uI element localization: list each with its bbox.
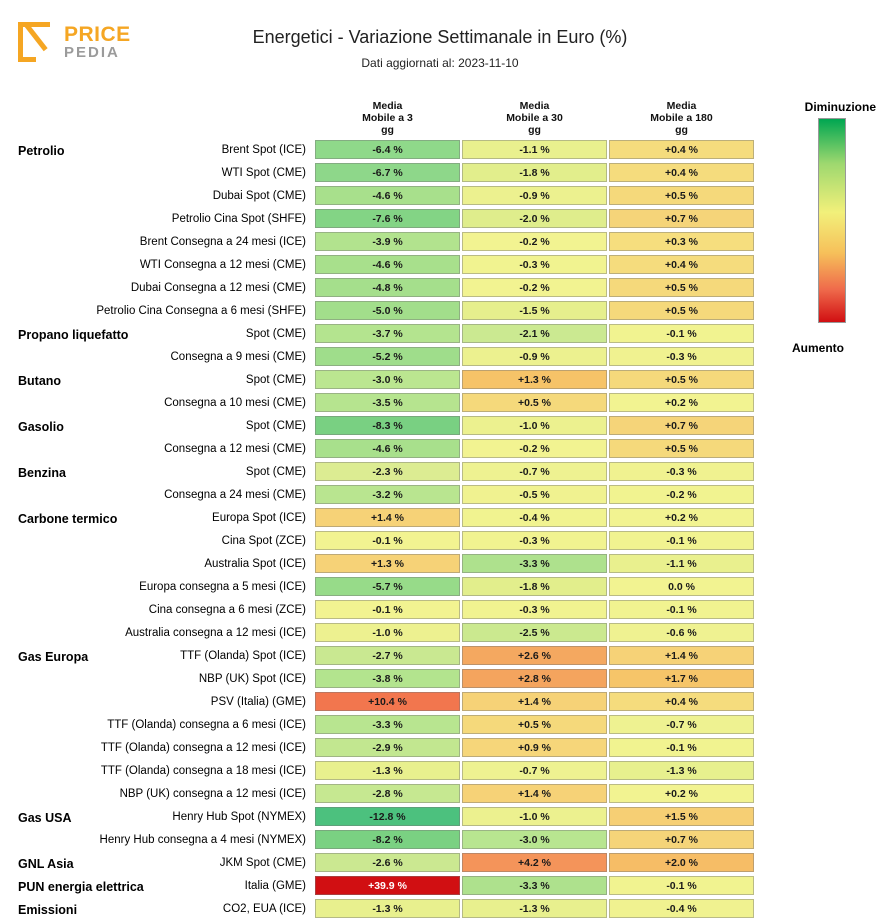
heatmap-cell: +2.0 % xyxy=(609,853,754,872)
heatmap-cell: -3.9 % xyxy=(315,232,460,251)
group-label: Propano liquefatto xyxy=(18,327,129,342)
heatmap-cell: -1.0 % xyxy=(315,623,460,642)
heatmap-cell: -0.3 % xyxy=(609,462,754,481)
heatmap-cell: -1.0 % xyxy=(462,416,607,435)
table-row xyxy=(14,483,760,506)
table-row xyxy=(14,138,760,161)
heatmap-cell: -0.2 % xyxy=(462,232,607,251)
heatmap-cell: -4.6 % xyxy=(315,255,460,274)
table-row xyxy=(14,575,760,598)
heatmap-cell: +1.4 % xyxy=(315,508,460,527)
heatmap-cell: -0.1 % xyxy=(315,600,460,619)
row-label xyxy=(14,811,314,823)
row-label xyxy=(14,880,314,892)
heatmap-cell: -0.3 % xyxy=(462,255,607,274)
table-row xyxy=(14,161,760,184)
heatmap-cell: -0.7 % xyxy=(462,462,607,481)
heatmap-cell: +0.2 % xyxy=(609,393,754,412)
table-row xyxy=(14,782,760,805)
heatmap-cell: -0.3 % xyxy=(462,600,607,619)
heatmap-cell: +1.3 % xyxy=(315,554,460,573)
heatmap-cell: -0.3 % xyxy=(462,531,607,550)
heatmap-cell: +1.7 % xyxy=(609,669,754,688)
group-label: Gas USA xyxy=(18,810,72,825)
heatmap-cell: -0.2 % xyxy=(462,439,607,458)
heatmap-cell: -12.8 % xyxy=(315,807,460,826)
series-label: Brent Consegna a 24 mesi (ICE) xyxy=(139,235,306,248)
heatmap-cell: -1.3 % xyxy=(315,761,460,780)
group-label: Gas Europa xyxy=(18,649,89,664)
heatmap-cell: -0.1 % xyxy=(315,531,460,550)
heatmap-cell: -2.1 % xyxy=(462,324,607,343)
heatmap-cell: -0.3 % xyxy=(609,347,754,366)
heatmap-cell: -2.6 % xyxy=(315,853,460,872)
heatmap-cell: -3.5 % xyxy=(315,393,460,412)
table-row xyxy=(14,437,760,460)
column-header-ma30: Media Mobile a 30 gg xyxy=(506,100,563,136)
table-row xyxy=(14,391,760,414)
heatmap-cell: -3.0 % xyxy=(462,830,607,849)
row-label xyxy=(14,489,314,501)
row-label xyxy=(14,535,314,547)
logo-text-price: PRICE xyxy=(64,23,131,46)
heatmap-cell: -3.8 % xyxy=(315,669,460,688)
heatmap-cell: +0.7 % xyxy=(609,830,754,849)
heatmap-cell: -2.9 % xyxy=(315,738,460,757)
logo-text-pedia: PEDIA xyxy=(64,44,120,61)
heatmap-cell: -2.7 % xyxy=(315,646,460,665)
heatmap-cell: +0.3 % xyxy=(609,232,754,251)
heatmap-cell: -8.2 % xyxy=(315,830,460,849)
table-row xyxy=(14,253,760,276)
series-label: Petrolio Cina Consegna a 6 mesi (SHFE) xyxy=(96,304,306,317)
heatmap-cell: +10.4 % xyxy=(315,692,460,711)
table-row xyxy=(14,322,760,345)
heatmap-cell: +0.7 % xyxy=(609,209,754,228)
color-scale-legend xyxy=(818,118,846,323)
series-label: Cina consegna a 6 mesi (ZCE) xyxy=(148,603,306,616)
heatmap-cell: -1.5 % xyxy=(462,301,607,320)
table-row xyxy=(14,667,760,690)
heatmap-cell: +1.4 % xyxy=(462,784,607,803)
heatmap-cell: -0.4 % xyxy=(462,508,607,527)
series-label: Consegna a 9 mesi (CME) xyxy=(170,350,306,363)
table-row xyxy=(14,805,760,828)
row-label xyxy=(14,604,314,616)
row-label xyxy=(14,397,314,409)
series-label: Australia Spot (ICE) xyxy=(204,557,306,570)
table-row xyxy=(14,552,760,575)
column-header-row xyxy=(14,88,760,138)
row-label xyxy=(14,558,314,570)
series-label: Consegna a 12 mesi (CME) xyxy=(164,442,306,455)
heatmap-cell: -2.8 % xyxy=(315,784,460,803)
group-label: Benzina xyxy=(18,465,66,480)
row-label xyxy=(14,466,314,478)
heatmap-cell: -0.5 % xyxy=(462,485,607,504)
table-row xyxy=(14,207,760,230)
heatmap-cell: -0.4 % xyxy=(609,899,754,918)
series-label: WTI Consegna a 12 mesi (CME) xyxy=(139,258,306,271)
heatmap-cell: +0.5 % xyxy=(462,715,607,734)
row-label xyxy=(14,305,314,317)
heatmap-cell: -0.9 % xyxy=(462,186,607,205)
row-label xyxy=(14,834,314,846)
series-label: TTF (Olanda) consegna a 6 mesi (ICE) xyxy=(107,718,306,731)
heatmap-cell: -5.7 % xyxy=(315,577,460,596)
heatmap-cell: +0.5 % xyxy=(609,301,754,320)
series-label: Consegna a 24 mesi (CME) xyxy=(164,488,306,501)
heatmap-cell: -7.6 % xyxy=(315,209,460,228)
group-label: Gasolio xyxy=(18,419,64,434)
row-label xyxy=(14,190,314,202)
row-label xyxy=(14,903,314,915)
series-label: Cina Spot (ZCE) xyxy=(221,534,306,547)
group-label: Petrolio xyxy=(18,143,65,158)
heatmap-cell: -0.1 % xyxy=(609,738,754,757)
heatmap-cell: -0.7 % xyxy=(609,715,754,734)
series-label: TTF (Olanda) consegna a 18 mesi (ICE) xyxy=(100,764,306,777)
row-label xyxy=(14,719,314,731)
heatmap-cell: -0.7 % xyxy=(462,761,607,780)
heatmap-cell: -1.3 % xyxy=(462,899,607,918)
row-label xyxy=(14,328,314,340)
series-label: WTI Spot (CME) xyxy=(221,166,306,179)
heatmap-cell: -2.5 % xyxy=(462,623,607,642)
table-row xyxy=(14,828,760,851)
heatmap-cell: -1.3 % xyxy=(315,899,460,918)
heatmap-cell: -0.2 % xyxy=(609,485,754,504)
heatmap-cell: -4.8 % xyxy=(315,278,460,297)
heatmap-cell: -0.9 % xyxy=(462,347,607,366)
row-label xyxy=(14,374,314,386)
series-label: Spot (CME) xyxy=(245,419,306,432)
row-label xyxy=(14,351,314,363)
heatmap-cell: +0.5 % xyxy=(462,393,607,412)
row-label xyxy=(14,236,314,248)
heatmap-cell: -3.0 % xyxy=(315,370,460,389)
column-header-ma180: Media Mobile a 180 gg xyxy=(650,100,713,136)
column-header-ma3: Media Mobile a 3 gg xyxy=(362,100,413,136)
row-label xyxy=(14,213,314,225)
table-row xyxy=(14,276,760,299)
group-label: Emissioni xyxy=(18,902,78,917)
row-label xyxy=(14,673,314,685)
row-label xyxy=(14,420,314,432)
heatmap-grid xyxy=(14,88,760,920)
series-label: TTF (Olanda) consegna a 12 mesi (ICE) xyxy=(100,741,306,754)
table-row xyxy=(14,874,760,897)
series-label: Petrolio Cina Spot (SHFE) xyxy=(171,212,306,225)
series-label: Australia consegna a 12 mesi (ICE) xyxy=(125,626,306,639)
series-label: TTF (Olanda) Spot (ICE) xyxy=(180,649,306,662)
row-label xyxy=(14,650,314,662)
heatmap-cell: -1.8 % xyxy=(462,577,607,596)
heatmap-cell: -0.1 % xyxy=(609,600,754,619)
heatmap-cell: -1.0 % xyxy=(462,807,607,826)
table-row xyxy=(14,621,760,644)
group-label: GNL Asia xyxy=(18,856,74,871)
table-row xyxy=(14,851,760,874)
table-row xyxy=(14,644,760,667)
series-label: PSV (Italia) (GME) xyxy=(210,695,306,708)
table-row xyxy=(14,529,760,552)
row-label xyxy=(14,627,314,639)
heatmap-cell: -3.3 % xyxy=(462,876,607,895)
table-row xyxy=(14,506,760,529)
table-row xyxy=(14,897,760,920)
heatmap-cell: -0.1 % xyxy=(609,324,754,343)
row-label xyxy=(14,167,314,179)
row-label xyxy=(14,581,314,593)
heatmap-cell: +0.4 % xyxy=(609,255,754,274)
row-label xyxy=(14,742,314,754)
series-label: Spot (CME) xyxy=(245,465,306,478)
heatmap-cell: -4.6 % xyxy=(315,186,460,205)
heatmap-cell: +2.8 % xyxy=(462,669,607,688)
table-row xyxy=(14,299,760,322)
series-label: Spot (CME) xyxy=(245,373,306,386)
heatmap-cell: -6.7 % xyxy=(315,163,460,182)
series-label: NBP (UK) Spot (ICE) xyxy=(198,672,306,685)
table-row xyxy=(14,345,760,368)
heatmap-cell: -3.2 % xyxy=(315,485,460,504)
heatmap-cell: +0.4 % xyxy=(609,163,754,182)
series-label: JKM Spot (CME) xyxy=(219,856,306,869)
table-row xyxy=(14,184,760,207)
table-row xyxy=(14,736,760,759)
group-label: Carbone termico xyxy=(18,511,118,526)
series-label: Dubai Consegna a 12 mesi (CME) xyxy=(130,281,306,294)
heatmap-cell: -1.3 % xyxy=(609,761,754,780)
heatmap-rows xyxy=(14,138,760,920)
table-row xyxy=(14,368,760,391)
heatmap-cell: -0.6 % xyxy=(609,623,754,642)
row-label xyxy=(14,765,314,777)
heatmap-cell: -8.3 % xyxy=(315,416,460,435)
series-label: Spot (CME) xyxy=(245,327,306,340)
heatmap-cell: +0.5 % xyxy=(609,278,754,297)
heatmap-cell: -6.4 % xyxy=(315,140,460,159)
heatmap-cell: -5.0 % xyxy=(315,301,460,320)
heatmap-cell: -3.3 % xyxy=(315,715,460,734)
heatmap-cell: -2.0 % xyxy=(462,209,607,228)
heatmap-cell: +0.5 % xyxy=(609,370,754,389)
row-label xyxy=(14,512,314,524)
heatmap-cell: +1.4 % xyxy=(609,646,754,665)
heatmap-cell: +0.5 % xyxy=(609,439,754,458)
heatmap-cell: +39.9 % xyxy=(315,876,460,895)
heatmap-cell: -4.6 % xyxy=(315,439,460,458)
row-label xyxy=(14,144,314,156)
table-row xyxy=(14,759,760,782)
row-label xyxy=(14,696,314,708)
heatmap-cell: +1.4 % xyxy=(462,692,607,711)
heatmap-cell: -0.2 % xyxy=(462,278,607,297)
row-label xyxy=(14,259,314,271)
table-row xyxy=(14,230,760,253)
page-subtitle: Dati aggiornati al: 2023-11-10 xyxy=(361,56,519,70)
series-label: Henry Hub Spot (NYMEX) xyxy=(172,810,306,823)
heatmap-cell: +0.2 % xyxy=(609,784,754,803)
series-label: Europa consegna a 5 mesi (ICE) xyxy=(139,580,306,593)
heatmap-cell: -1.1 % xyxy=(462,140,607,159)
group-label: PUN energia elettrica xyxy=(18,879,144,894)
heatmap-cell: -1.8 % xyxy=(462,163,607,182)
heatmap-cell: +0.9 % xyxy=(462,738,607,757)
row-label xyxy=(14,282,314,294)
heatmap-cell: +0.5 % xyxy=(609,186,754,205)
series-label: Dubai Spot (CME) xyxy=(212,189,306,202)
series-label: Europa Spot (ICE) xyxy=(212,511,306,524)
series-label: CO2, EUA (ICE) xyxy=(222,902,306,915)
heatmap-cell: +4.2 % xyxy=(462,853,607,872)
table-row xyxy=(14,460,760,483)
page-title: Energetici - Variazione Settimanale in Euro (%) xyxy=(252,27,628,47)
heatmap-cell: +1.3 % xyxy=(462,370,607,389)
series-label: NBP (UK) consegna a 12 mesi (ICE) xyxy=(119,787,306,800)
heatmap-cell: -0.1 % xyxy=(609,531,754,550)
heatmap-cell: +1.5 % xyxy=(609,807,754,826)
table-row xyxy=(14,598,760,621)
heatmap-cell: +0.2 % xyxy=(609,508,754,527)
series-label: Henry Hub consegna a 4 mesi (NYMEX) xyxy=(99,833,306,846)
heatmap-cell: +2.6 % xyxy=(462,646,607,665)
legend-top-label: Diminuzione xyxy=(804,100,876,114)
heatmap-cell: +0.7 % xyxy=(609,416,754,435)
group-label: Butano xyxy=(18,373,62,388)
row-label xyxy=(14,788,314,800)
row-label xyxy=(14,857,314,869)
table-row xyxy=(14,414,760,437)
legend-bottom-label: Aumento xyxy=(792,341,844,355)
heatmap-cell: -1.1 % xyxy=(609,554,754,573)
heatmap-cell: -2.3 % xyxy=(315,462,460,481)
row-label xyxy=(14,443,314,455)
heatmap-cell: -3.7 % xyxy=(315,324,460,343)
heatmap-cell: -5.2 % xyxy=(315,347,460,366)
series-label: Brent Spot (ICE) xyxy=(221,143,306,156)
heatmap-cell: +0.4 % xyxy=(609,692,754,711)
table-row xyxy=(14,690,760,713)
heatmap-cell: 0.0 % xyxy=(609,577,754,596)
heatmap-cell: +0.4 % xyxy=(609,140,754,159)
heatmap-cell: -3.3 % xyxy=(462,554,607,573)
table-row xyxy=(14,713,760,736)
series-label: Italia (GME) xyxy=(244,879,306,892)
heatmap-cell: -0.1 % xyxy=(609,876,754,895)
series-label: Consegna a 10 mesi (CME) xyxy=(164,396,306,409)
